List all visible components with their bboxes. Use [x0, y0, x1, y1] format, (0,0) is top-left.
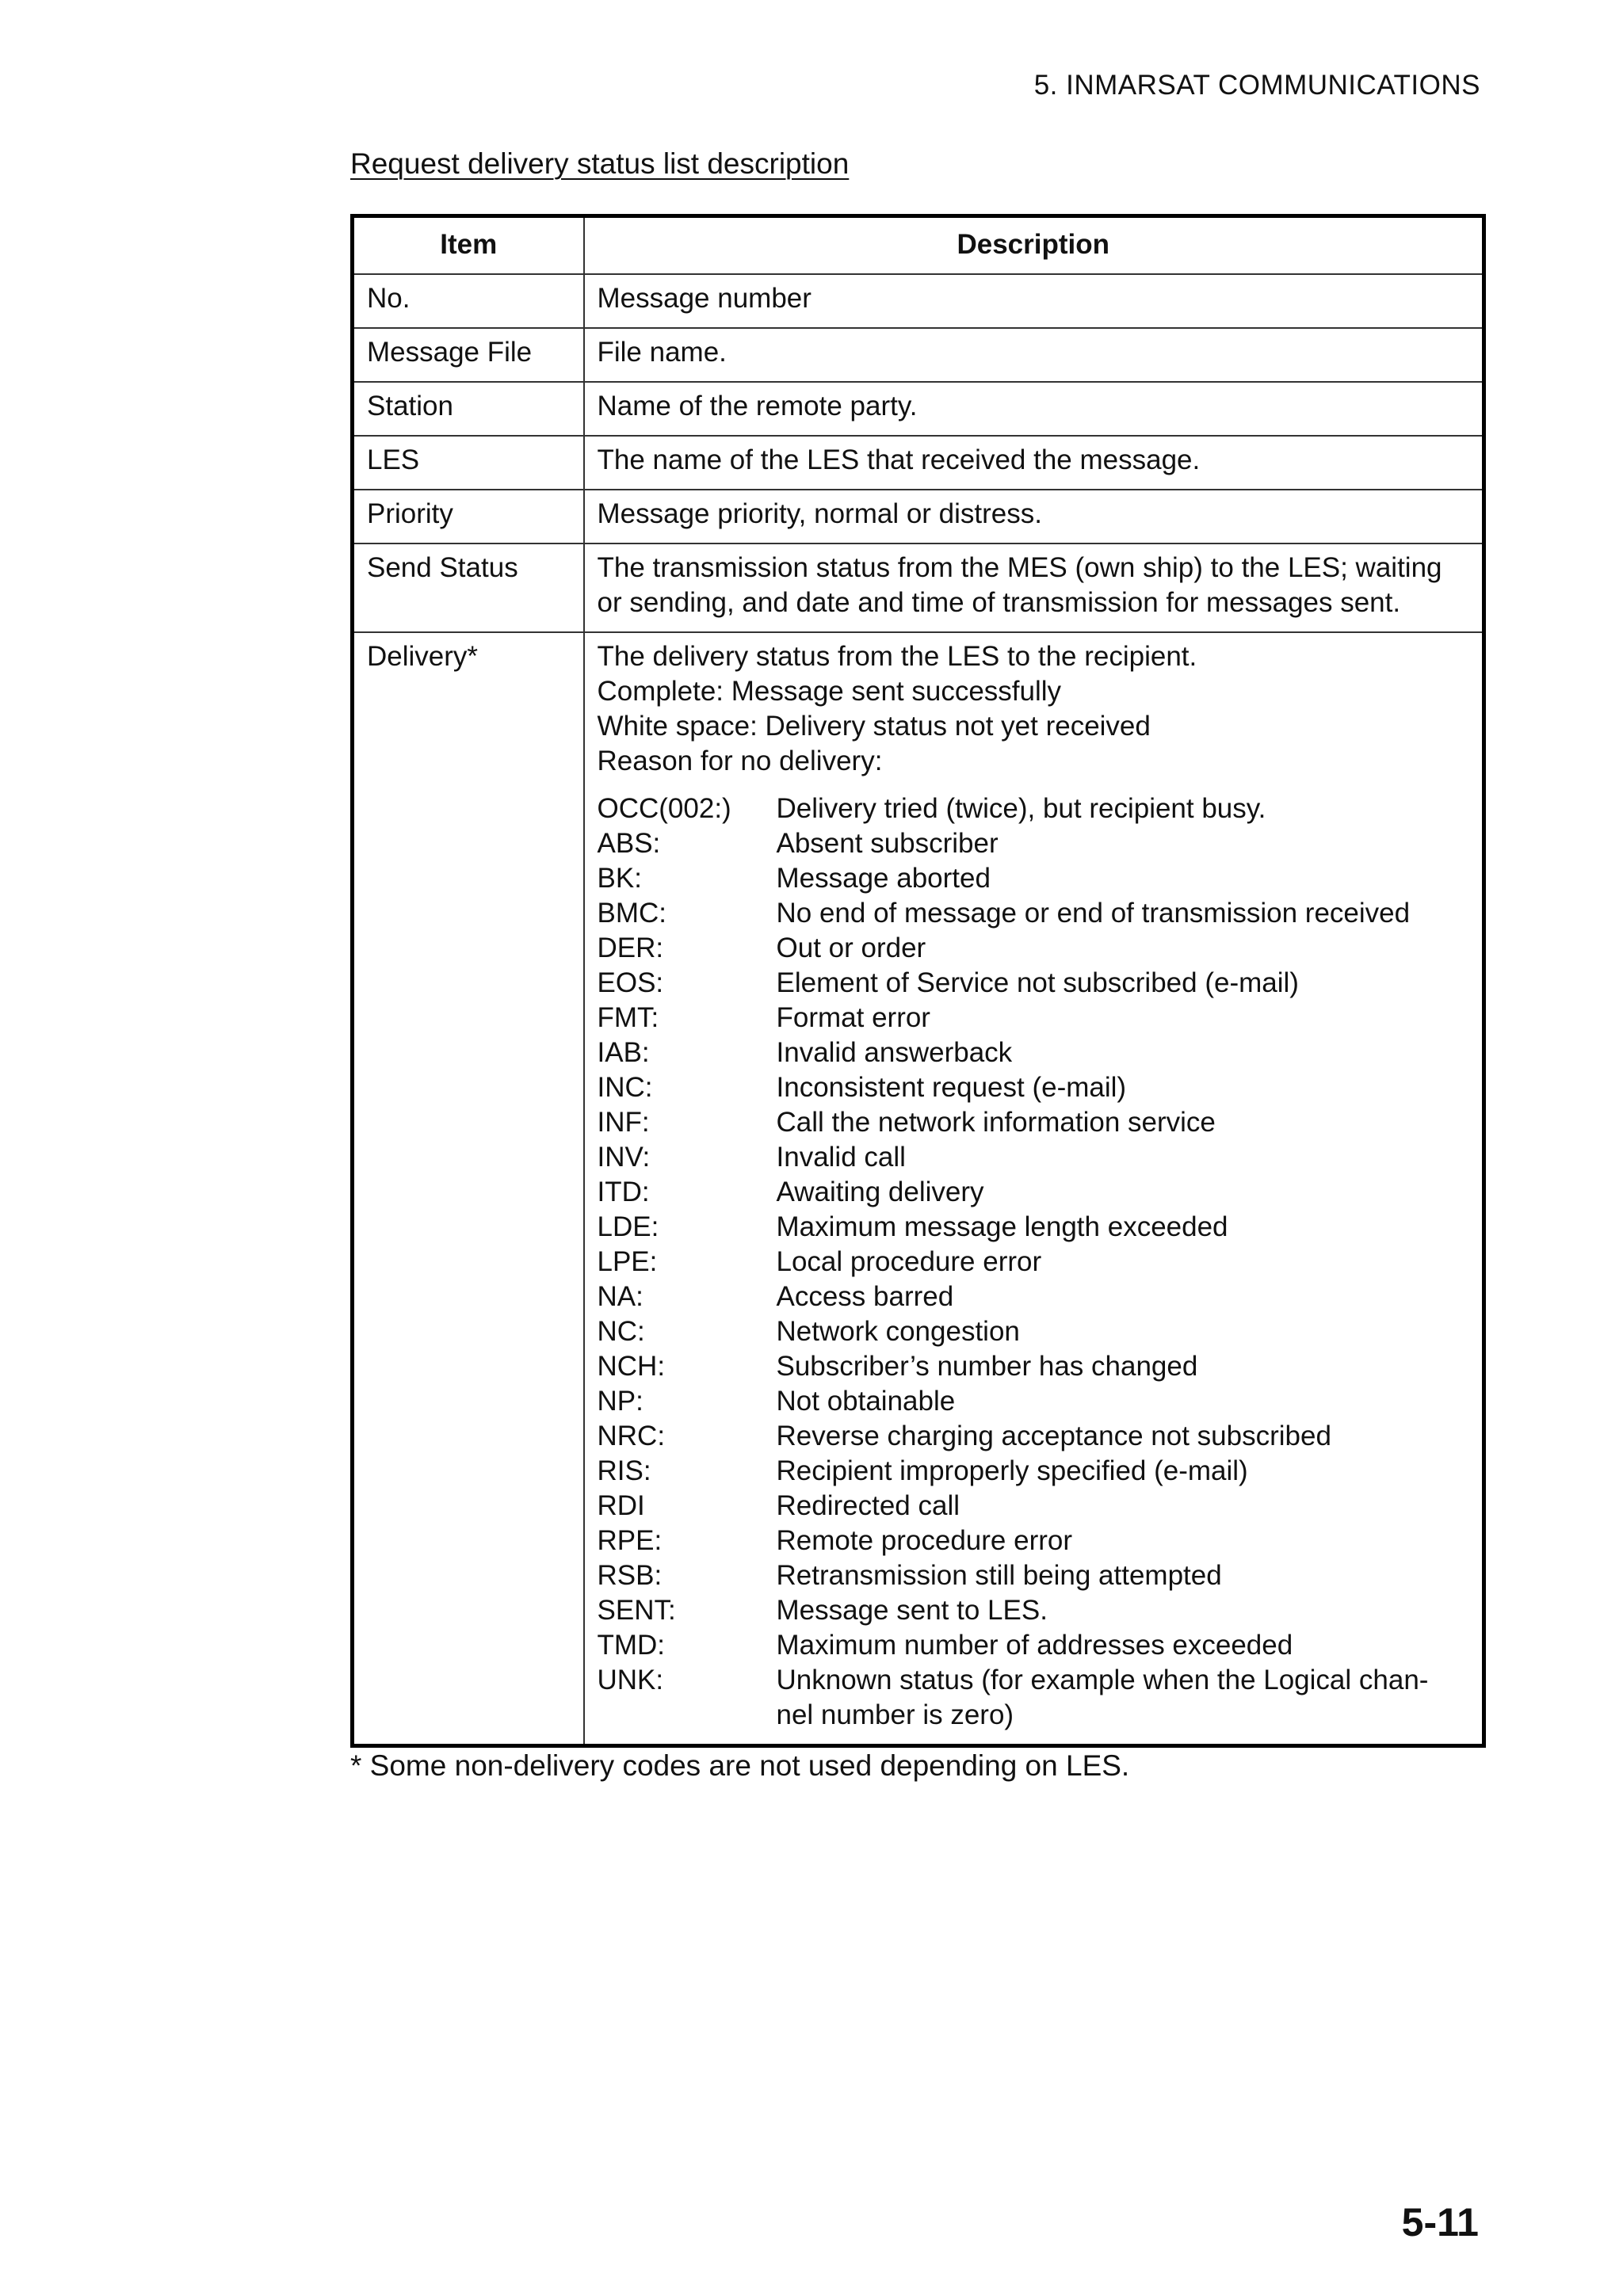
code-meaning: Absent subscriber	[776, 828, 999, 859]
code-meaning: Invalid answerback	[776, 1037, 1013, 1068]
table-row	[353, 543, 1484, 632]
table-row	[353, 382, 1484, 436]
code-meaning: Not obtainable	[776, 1386, 956, 1417]
code-row	[598, 1628, 1470, 1663]
code-row	[598, 1558, 1470, 1593]
code-row	[598, 1349, 1470, 1384]
code-label: RSB:	[597, 1560, 663, 1591]
code-label: NA:	[597, 1281, 643, 1312]
code-row	[598, 1210, 1470, 1245]
code-label: LPE:	[597, 1246, 658, 1277]
code-row	[598, 1140, 1470, 1175]
code-row	[598, 1489, 1470, 1524]
description-line: Name of the remote party.	[597, 391, 918, 421]
code-meaning: Maximum number of addresses exceeded	[776, 1630, 1293, 1661]
item-cell: No.	[353, 274, 584, 328]
code-meaning: Retransmission still being attempted	[776, 1560, 1222, 1591]
item-cell: Priority	[353, 490, 584, 543]
item-cell: Station	[353, 382, 584, 436]
description-line: File name.	[597, 337, 727, 368]
code-label: ITD:	[597, 1177, 650, 1207]
code-label: FMT:	[597, 1002, 659, 1033]
code-meaning: Network congestion	[776, 1316, 1020, 1347]
code-label: INF:	[597, 1107, 650, 1138]
code-meaning: Format error	[776, 1002, 930, 1033]
code-meaning: Message aborted	[776, 863, 991, 894]
item-cell: Delivery*	[353, 632, 584, 1746]
table-row	[353, 490, 1484, 543]
code-meaning: Access barred	[776, 1281, 954, 1312]
description-line: The delivery status from the LES to the recipient.	[597, 641, 1197, 672]
table-row	[353, 436, 1484, 490]
code-row	[598, 1280, 1470, 1314]
description-line: Complete: Message sent successfully	[597, 676, 1062, 707]
code-row	[598, 966, 1470, 1001]
description-cell	[584, 274, 1484, 328]
delivery-status-table	[350, 214, 1486, 1748]
code-row	[598, 1001, 1470, 1035]
code-row	[598, 791, 1470, 826]
code-meaning: Invalid call	[776, 1142, 906, 1173]
code-row	[598, 1175, 1470, 1210]
code-row	[598, 931, 1470, 966]
code-row	[598, 1384, 1470, 1419]
code-meaning: Out or order	[776, 933, 926, 963]
page-number: 5-11	[1401, 2200, 1479, 2245]
code-row	[598, 1419, 1470, 1454]
description-line: Reason for no delivery:	[597, 746, 883, 776]
code-label: BMC:	[597, 898, 666, 929]
code-meaning: Inconsistent request (e-mail)	[776, 1072, 1127, 1103]
code-label: UNK:	[597, 1665, 664, 1695]
code-label	[598, 1698, 777, 1733]
code-meaning: No end of message or end of transmission received	[776, 898, 1411, 929]
code-label: NCH:	[597, 1351, 666, 1382]
code-label: ABS:	[597, 828, 661, 859]
code-meaning: Recipient improperly specified (e-mail)	[776, 1455, 1248, 1486]
code-label: EOS:	[597, 967, 664, 998]
code-meaning: Unknown status (for example when the Logical chan-	[776, 1665, 1429, 1695]
code-row	[598, 1070, 1470, 1105]
code-meaning: Reverse charging acceptance not subscribed	[776, 1421, 1331, 1451]
code-meaning: Message sent to LES.	[776, 1595, 1048, 1626]
code-row	[598, 1454, 1470, 1489]
code-label: RDI	[597, 1490, 645, 1521]
description-line: The transmission status from the MES (own ship) to the LES; waiting	[597, 552, 1442, 583]
code-row	[598, 1593, 1470, 1628]
code-label: INC:	[597, 1072, 653, 1103]
header-description: Description	[584, 216, 1484, 275]
code-label: NP:	[597, 1386, 643, 1417]
code-row	[598, 826, 1470, 861]
description-cell	[584, 328, 1484, 382]
code-row	[598, 1524, 1470, 1558]
code-label: TMD:	[597, 1630, 666, 1661]
code-meaning: Redirected call	[776, 1490, 960, 1521]
code-meaning: Subscriber’s number has changed	[776, 1351, 1198, 1382]
code-label: LDE:	[597, 1211, 659, 1242]
code-meaning: Remote procedure error	[776, 1525, 1072, 1556]
code-row	[598, 861, 1470, 896]
code-row	[598, 896, 1470, 931]
code-label: RIS:	[597, 1455, 651, 1486]
running-head: 5. INMARSAT COMMUNICATIONS	[1033, 70, 1480, 101]
code-row	[598, 1035, 1470, 1070]
code-meaning: Maximum message length exceeded	[776, 1211, 1228, 1242]
code-label: RPE:	[597, 1525, 663, 1556]
item-cell: LES	[353, 436, 584, 490]
description-cell	[584, 543, 1484, 632]
code-label: NC:	[597, 1316, 645, 1347]
code-meaning: Call the network information service	[776, 1107, 1216, 1138]
code-meaning: Element of Service not subscribed (e-mail)	[776, 967, 1299, 998]
non-delivery-code-list	[598, 791, 1470, 1733]
table-row	[353, 274, 1484, 328]
code-row	[598, 1314, 1470, 1349]
footnote: * Some non-delivery codes are not used depending on LES.	[350, 1749, 1130, 1782]
code-row	[598, 1105, 1470, 1140]
description-cell	[584, 436, 1484, 490]
description-cell	[584, 382, 1484, 436]
description-cell	[584, 490, 1484, 543]
code-meaning: Delivery tried (twice), but recipient busy.	[776, 793, 1266, 824]
code-label: OCC(002:)	[597, 793, 731, 824]
code-row	[598, 1698, 1470, 1733]
table-row	[353, 632, 1484, 1746]
code-meaning: nel number is zero)	[776, 1699, 1014, 1730]
code-meaning: Awaiting delivery	[776, 1177, 984, 1207]
table-row	[353, 328, 1484, 382]
description-line: White space: Delivery status not yet received	[597, 711, 1151, 742]
code-label: BK:	[597, 863, 642, 894]
code-label: SENT:	[597, 1595, 676, 1626]
code-label: INV:	[597, 1142, 651, 1173]
code-label: IAB:	[597, 1037, 650, 1068]
header-item: Item	[353, 216, 584, 275]
code-label: DER:	[597, 933, 664, 963]
table-header-row	[353, 216, 1484, 275]
description-line: The name of the LES that received the message.	[597, 444, 1201, 475]
code-row	[598, 1245, 1470, 1280]
code-meaning: Local procedure error	[776, 1246, 1042, 1277]
section-title: Request delivery status list description	[350, 147, 850, 180]
description-line: Message number	[597, 283, 812, 314]
item-cell: Send Status	[353, 543, 584, 632]
code-row	[598, 1663, 1470, 1698]
description-line: or sending, and date and time of transmission for messages sent.	[597, 587, 1401, 618]
code-label: NRC:	[597, 1421, 666, 1451]
item-cell: Message File	[353, 328, 584, 382]
description-line: Message priority, normal or distress.	[597, 498, 1042, 529]
description-cell	[584, 632, 1484, 1746]
